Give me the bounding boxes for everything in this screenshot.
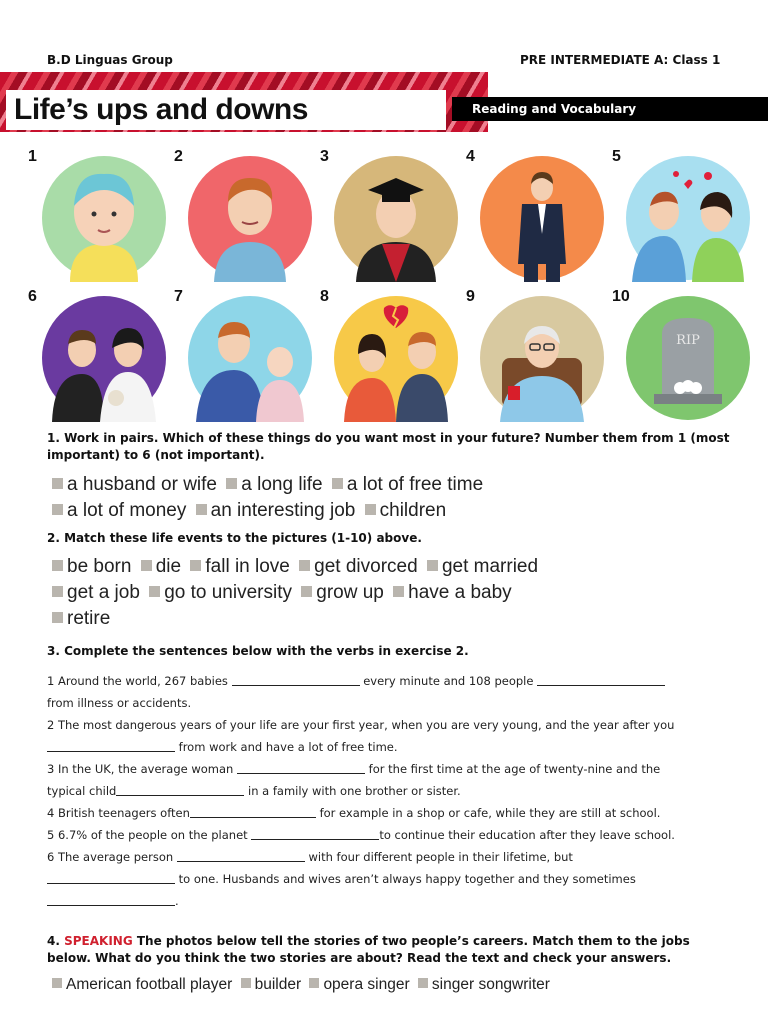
checkbox-icon	[141, 560, 152, 571]
picture-number: 8	[320, 288, 329, 305]
option-item[interactable]: singer songwriter	[418, 975, 550, 995]
checkbox-icon	[393, 586, 404, 597]
sentence-4: 4 British teenagers often for example in a shop or cafe, while they are still at school.	[47, 806, 661, 820]
speaking-label: SPEAKING	[64, 934, 133, 948]
picture-8	[320, 288, 460, 424]
checkbox-icon	[365, 504, 376, 515]
sentence-3-cont: typical child in a family with one brother or sister.	[47, 784, 461, 798]
option-item[interactable]: get married	[427, 554, 538, 580]
picture-4	[466, 148, 606, 284]
question-2: 2. Match these life events to the pictures (1-10) above.	[47, 531, 422, 545]
answer-blank[interactable]	[237, 762, 365, 774]
answer-blank[interactable]	[47, 894, 175, 906]
picture-7	[174, 288, 314, 424]
sentence-6-end: .	[47, 890, 737, 912]
life-events-pictures	[28, 148, 758, 420]
question-4: 4. SPEAKING The photos below tell the stories of two people’s careers. Match them to the jobs below. What do you think the two stories are about? Read the text and check your answers.	[47, 934, 690, 965]
header-class-level: PRE INTERMEDIATE A: Class 1	[520, 53, 721, 67]
picture-1	[28, 148, 168, 284]
broken-heart-couple-illustration-icon	[332, 294, 460, 422]
option-item[interactable]: American football player	[52, 975, 232, 995]
checkbox-icon	[52, 586, 63, 597]
sentence-1-cont: from illness or accidents.	[47, 696, 192, 710]
wedding-couple-illustration-icon	[40, 294, 168, 422]
sentence-2: 2 The most dangerous years of your life are your first year, when you are very young, and the year after you	[47, 718, 675, 732]
option-item[interactable]: retire	[52, 606, 110, 632]
checkbox-icon	[427, 560, 438, 571]
checkbox-icon	[190, 560, 201, 571]
option-item[interactable]: grow up	[301, 580, 384, 606]
picture-number: 5	[612, 148, 621, 165]
option-item[interactable]: be born	[52, 554, 131, 580]
retired-man-illustration-icon	[478, 294, 606, 422]
sentence-6: 6 The average person with four different people in their lifetime, but	[47, 850, 573, 864]
answer-blank[interactable]	[47, 872, 175, 884]
sentence-5: 5 6.7% of the people on the planet to continue their education after they leave school.	[47, 828, 675, 842]
option-item[interactable]: a lot of money	[52, 498, 186, 524]
option-item[interactable]: builder	[241, 975, 302, 995]
question-1-options-row-2	[52, 498, 752, 524]
graduate-illustration-icon	[332, 154, 460, 282]
option-item[interactable]: an interesting job	[196, 498, 356, 524]
picture-number: 2	[174, 148, 183, 165]
picture-9	[466, 288, 606, 424]
checkbox-icon	[241, 978, 251, 988]
picture-3	[320, 148, 460, 284]
rip-text: RIP	[676, 333, 700, 348]
couple-in-love-illustration-icon	[624, 154, 752, 282]
gravestone-illustration-icon	[624, 294, 752, 422]
answer-blank[interactable]	[47, 740, 175, 752]
checkbox-icon	[301, 586, 312, 597]
checkbox-icon	[196, 504, 207, 515]
sentence-6-cont: to one. Husbands and wives aren’t always happy together and they sometimes	[47, 868, 737, 890]
option-item[interactable]: get a job	[52, 580, 140, 606]
header-group-name: B.D Linguas Group	[47, 53, 173, 67]
checkbox-icon	[52, 612, 63, 623]
option-item[interactable]: a husband or wife	[52, 472, 217, 498]
question-3: 3. Complete the sentences below with the verbs in exercise 2.	[47, 644, 469, 658]
option-item[interactable]: go to university	[149, 580, 292, 606]
option-item[interactable]: die	[141, 554, 181, 580]
option-item[interactable]: have a baby	[393, 580, 512, 606]
question-4-jobs	[52, 975, 752, 995]
checkbox-icon	[149, 586, 160, 597]
picture-5	[612, 148, 752, 284]
answer-blank[interactable]	[537, 674, 665, 686]
sentence-3: 3 In the UK, the average woman for the first time at the age of twenty-nine and the	[47, 762, 661, 776]
question-1-options-row-1	[52, 472, 752, 498]
picture-10	[612, 288, 752, 424]
option-item[interactable]: children	[365, 498, 447, 524]
young-man-illustration-icon	[186, 154, 314, 282]
parent-with-baby-illustration-icon	[186, 294, 314, 422]
checkbox-icon	[309, 978, 319, 988]
option-item[interactable]: a long life	[226, 472, 322, 498]
picture-number: 10	[612, 288, 630, 305]
picture-number: 9	[466, 288, 475, 305]
checkbox-icon	[52, 560, 63, 571]
checkbox-icon	[332, 478, 343, 489]
baby-illustration-icon	[40, 154, 168, 282]
answer-blank[interactable]	[251, 828, 379, 840]
picture-number: 4	[466, 148, 475, 165]
picture-number: 3	[320, 148, 329, 165]
sentence-2-cont: from work and have a lot of free time.	[47, 736, 737, 758]
option-item[interactable]: opera singer	[309, 975, 409, 995]
answer-blank[interactable]	[116, 784, 244, 796]
answer-blank[interactable]	[190, 806, 316, 818]
answer-blank[interactable]	[177, 850, 305, 862]
checkbox-icon	[52, 478, 63, 489]
picture-number: 6	[28, 288, 37, 305]
page-title: Life’s ups and downs	[6, 90, 446, 130]
picture-number: 7	[174, 288, 183, 305]
question-2-options-row-1	[52, 554, 752, 580]
option-item[interactable]: fall in love	[190, 554, 290, 580]
picture-6	[28, 288, 168, 424]
checkbox-icon	[226, 478, 237, 489]
question-2-options-row-3	[52, 606, 752, 632]
picture-number: 1	[28, 148, 37, 165]
section-subtitle: Reading and Vocabulary	[452, 97, 768, 121]
sentence-1: 1 Around the world, 267 babies every minute and 108 people	[47, 670, 737, 692]
checkbox-icon	[52, 504, 63, 515]
picture-2	[174, 148, 314, 284]
businessman-illustration-icon	[478, 154, 606, 282]
checkbox-icon	[418, 978, 428, 988]
checkbox-icon	[299, 560, 310, 571]
sentences	[47, 670, 737, 912]
question-1: 1. Work in pairs. Which of these things do you want most in your future? Number them from 1 (most important) to 6 (not important).	[47, 431, 730, 462]
checkbox-icon	[52, 978, 62, 988]
question-2-options-row-2	[52, 580, 752, 606]
answer-blank[interactable]	[232, 674, 360, 686]
option-item[interactable]: a lot of free time	[332, 472, 483, 498]
option-item[interactable]: get divorced	[299, 554, 418, 580]
